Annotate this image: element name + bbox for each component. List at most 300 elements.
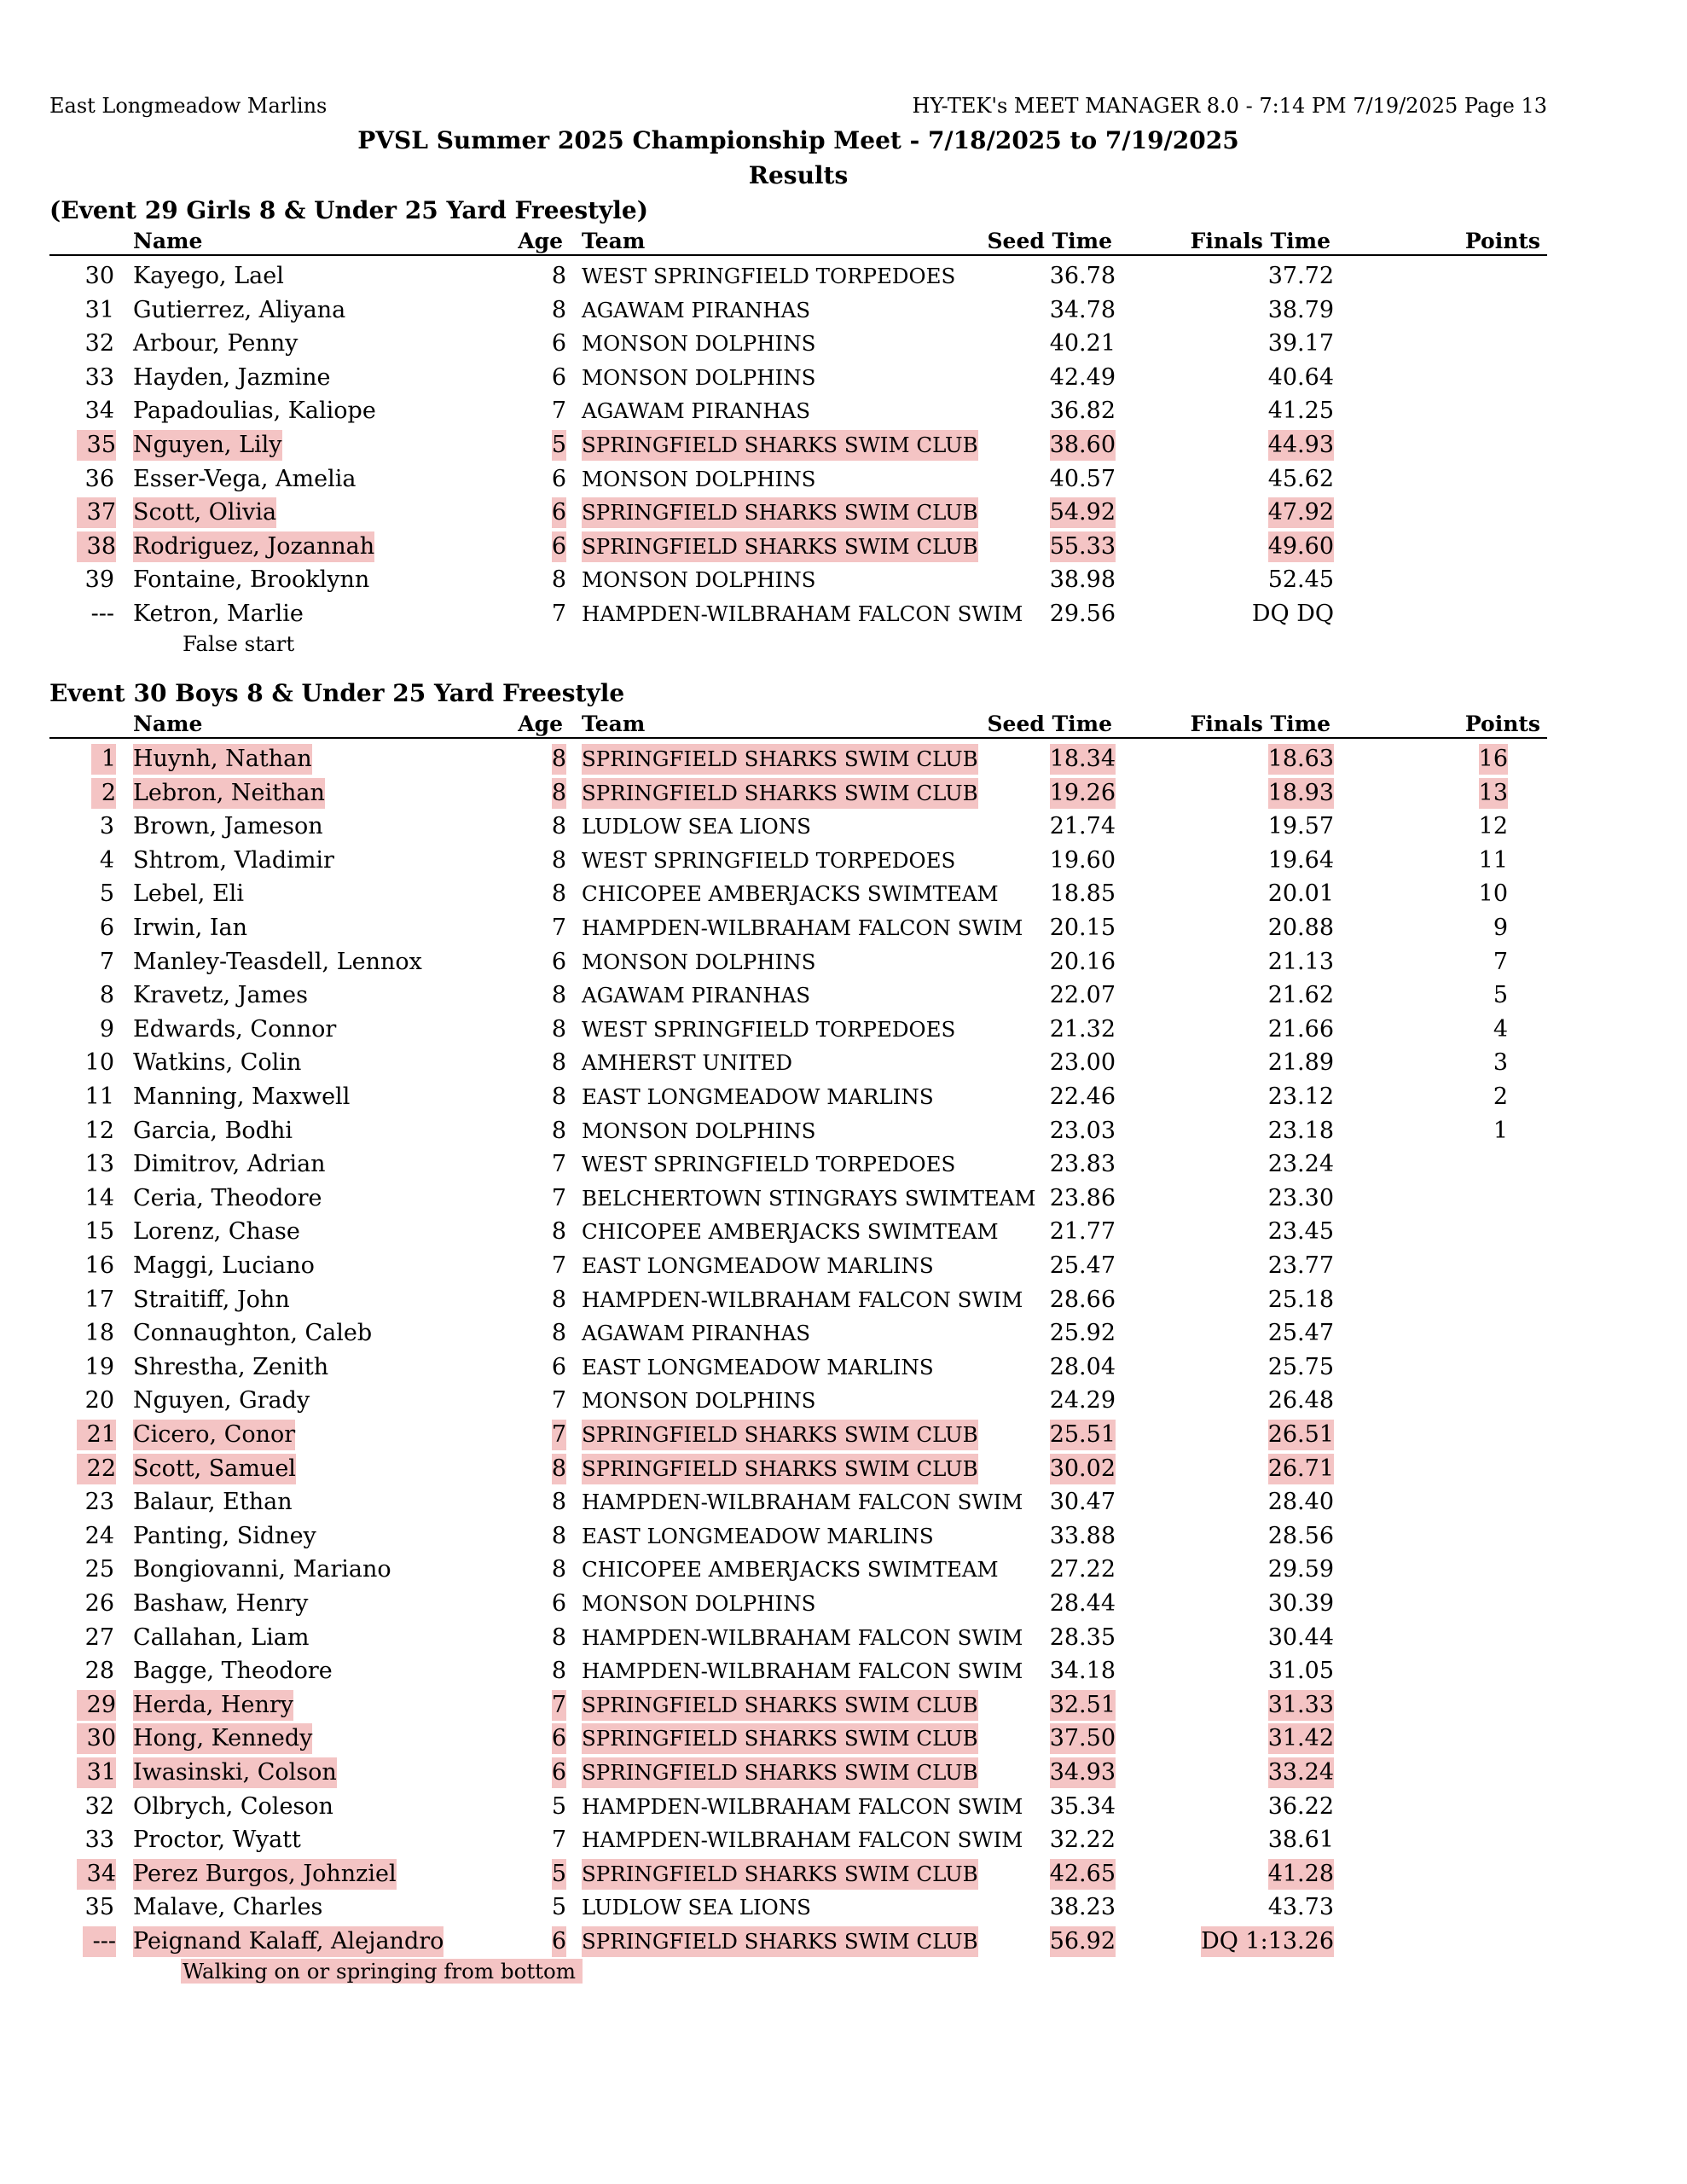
cell-finals: 23.24: [1267, 1151, 1334, 1178]
cell-age: 7: [551, 398, 566, 425]
cell-points: 10: [1478, 880, 1508, 908]
cell-name: Lorenz, Chase: [133, 1218, 300, 1246]
cell-age: 6: [552, 1723, 566, 1754]
col-name: Name: [133, 712, 203, 736]
cell-seed: 33.88: [1049, 1522, 1116, 1549]
cell-age: 8: [551, 566, 566, 594]
cell-age: 8: [551, 982, 566, 1009]
table-row: [0, 1554, 1687, 1589]
cell-finals: 23.12: [1267, 1083, 1334, 1110]
cell-seed: 27.22: [1049, 1556, 1116, 1583]
cell-name: Hayden, Jazmine: [133, 363, 331, 391]
cell-name: Herda, Henry: [133, 1690, 293, 1721]
table-row: [0, 565, 1687, 599]
cell-name: Dimitrov, Adrian: [133, 1151, 326, 1178]
table-row: [0, 1048, 1687, 1082]
cell-finals: 21.89: [1267, 1049, 1334, 1077]
cell-name: Scott, Samuel: [133, 1454, 296, 1484]
table-row: [0, 1183, 1687, 1217]
event-29-title: (Event 29 Girls 8 & Under 25 Yard Freestyle): [49, 196, 648, 224]
cell-seed: 54.92: [1050, 497, 1116, 528]
cell-place: 31: [84, 296, 114, 323]
cell-seed: 34.78: [1049, 296, 1116, 323]
cell-finals: 33.24: [1268, 1757, 1334, 1788]
cell-place: 35: [84, 1894, 114, 1921]
cell-age: 8: [551, 1083, 566, 1110]
cell-finals: 25.75: [1267, 1353, 1334, 1380]
event-29-column-headers: [49, 229, 1547, 256]
cell-seed: 32.51: [1050, 1690, 1116, 1721]
cell-seed: 21.77: [1049, 1218, 1116, 1246]
cell-name: Nguyen, Lily: [133, 430, 282, 461]
cell-age: 8: [551, 880, 566, 908]
cell-age: 8: [552, 744, 566, 775]
event-30-column-headers: [49, 712, 1547, 739]
table-row: [0, 1521, 1687, 1555]
cell-place: 19: [84, 1353, 114, 1380]
cell-seed: 23.03: [1049, 1117, 1116, 1144]
cell-name: Nguyen, Grady: [133, 1387, 310, 1414]
cell-place: 1: [91, 744, 116, 775]
cell-team: CHICOPEE AMBERJACKS SWIMTEAM: [582, 881, 999, 907]
cell-seed: 25.47: [1049, 1252, 1116, 1279]
cell-age: 8: [551, 813, 566, 840]
table-row: [0, 261, 1687, 295]
col-points: Points: [1464, 229, 1540, 253]
cell-place: ---: [83, 1926, 116, 1957]
cell-finals: 28.40: [1267, 1489, 1334, 1516]
col-seed: Seed Time: [987, 229, 1112, 253]
table-row: [0, 1859, 1687, 1893]
cell-finals: 41.25: [1267, 398, 1334, 425]
cell-team: SPRINGFIELD SHARKS SWIM CLUB: [582, 1454, 978, 1484]
cell-name: Bagge, Theodore: [133, 1658, 333, 1685]
cell-finals: 19.57: [1267, 813, 1334, 840]
cell-finals: 26.48: [1267, 1387, 1334, 1414]
cell-place: 38: [77, 531, 116, 562]
cell-age: 8: [551, 1623, 566, 1651]
table-row: [0, 811, 1687, 845]
cell-points: 11: [1478, 846, 1508, 874]
cell-finals: 23.45: [1267, 1218, 1334, 1246]
cell-team: HAMPDEN-WILBRAHAM FALCON SWIM: [582, 1658, 1023, 1684]
cell-finals: 40.64: [1267, 363, 1334, 391]
cell-name: Balaur, Ethan: [133, 1489, 293, 1516]
cell-seed: 28.04: [1049, 1353, 1116, 1380]
cell-team: MONSON DOLPHINS: [582, 331, 816, 357]
table-row: [0, 363, 1687, 397]
cell-seed: 34.93: [1050, 1757, 1116, 1788]
cell-team: HAMPDEN-WILBRAHAM FALCON SWIM: [582, 1490, 1023, 1515]
cell-team: MONSON DOLPHINS: [582, 364, 816, 390]
cell-age: 8: [551, 1117, 566, 1144]
cell-seed: 25.51: [1050, 1420, 1116, 1450]
cell-team: CHICOPEE AMBERJACKS SWIMTEAM: [582, 1557, 999, 1583]
cell-place: 29: [77, 1690, 116, 1721]
col-name: Name: [133, 229, 203, 253]
table-row: [0, 1623, 1687, 1657]
cell-points: 1: [1493, 1117, 1508, 1144]
cell-place: 35: [77, 430, 116, 461]
cell-points: 13: [1479, 778, 1508, 809]
cell-age: 7: [552, 1690, 566, 1721]
cell-place: 27: [84, 1623, 114, 1651]
cell-team: WEST SPRINGFIELD TORPEDOES: [582, 1152, 956, 1177]
cell-finals: 19.64: [1267, 846, 1334, 874]
cell-finals: 20.88: [1267, 915, 1334, 941]
cell-team: MONSON DOLPHINS: [582, 1118, 816, 1143]
cell-team: LUDLOW SEA LIONS: [582, 1895, 811, 1920]
cell-finals: 49.60: [1268, 531, 1334, 562]
cell-place: 5: [99, 880, 114, 908]
cell-name: Callahan, Liam: [133, 1623, 310, 1651]
cell-age: 6: [551, 330, 566, 357]
cell-finals: 41.28: [1268, 1859, 1334, 1890]
cell-team: MONSON DOLPHINS: [582, 466, 816, 491]
cell-place: 25: [84, 1556, 114, 1583]
cell-age: 7: [552, 1420, 566, 1450]
cell-age: 5: [551, 1894, 566, 1921]
cell-finals: 47.92: [1268, 497, 1334, 528]
cell-seed: 55.33: [1050, 531, 1116, 562]
cell-age: 8: [551, 846, 566, 874]
page-subtitle: Results: [748, 161, 849, 189]
dq-reason-note: Walking on or springing from bottom: [181, 1959, 583, 1984]
cell-seed: 21.32: [1049, 1015, 1116, 1043]
cell-name: Malave, Charles: [133, 1894, 323, 1921]
cell-team: MONSON DOLPHINS: [582, 1388, 816, 1414]
table-row: [0, 1656, 1687, 1690]
cell-points: 16: [1479, 744, 1508, 775]
cell-age: 8: [551, 1286, 566, 1313]
cell-finals: 18.63: [1268, 744, 1334, 775]
cell-seed: 19.60: [1049, 846, 1116, 874]
cell-age: 7: [551, 1387, 566, 1414]
cell-place: 2: [91, 778, 116, 809]
col-team: Team: [582, 712, 646, 736]
cell-team: EAST LONGMEADOW MARLINS: [582, 1523, 934, 1548]
cell-finals: 25.18: [1267, 1286, 1334, 1313]
cell-name: Ceria, Theodore: [133, 1184, 322, 1211]
cell-age: 8: [551, 1556, 566, 1583]
header-right: HY-TEK's MEET MANAGER 8.0 - 7:14 PM 7/19/2025 Page 13: [912, 94, 1547, 118]
cell-finals: 21.62: [1267, 982, 1334, 1009]
cell-finals: 20.01: [1267, 880, 1334, 908]
col-finals: Finals Time: [1190, 712, 1330, 736]
cell-age: 7: [551, 1184, 566, 1211]
cell-seed: 20.16: [1049, 948, 1116, 975]
table-row: [0, 980, 1687, 1014]
cell-seed: 28.66: [1049, 1286, 1116, 1313]
col-finals: Finals Time: [1190, 229, 1330, 253]
cell-finals: 26.71: [1268, 1454, 1334, 1484]
cell-finals: 28.56: [1267, 1522, 1334, 1549]
cell-seed: 21.74: [1049, 813, 1116, 840]
cell-name: Scott, Olivia: [133, 497, 276, 528]
cell-seed: 23.86: [1049, 1184, 1116, 1211]
cell-team: SPRINGFIELD SHARKS SWIM CLUB: [582, 1723, 978, 1754]
cell-team: MONSON DOLPHINS: [582, 567, 816, 593]
table-row: [0, 1352, 1687, 1386]
cell-age: 8: [552, 1454, 566, 1484]
cell-place: 16: [84, 1252, 114, 1279]
cell-seed: 23.00: [1049, 1049, 1116, 1077]
cell-team: MONSON DOLPHINS: [582, 949, 816, 974]
table-row: [0, 328, 1687, 363]
cell-team: SPRINGFIELD SHARKS SWIM CLUB: [582, 1420, 978, 1450]
cell-age: 6: [552, 1926, 566, 1957]
cell-finals: DQ 1:13.26: [1201, 1926, 1334, 1957]
cell-team: LUDLOW SEA LIONS: [582, 814, 811, 839]
cell-age: 7: [551, 915, 566, 941]
cell-seed: 38.23: [1049, 1894, 1116, 1921]
cell-finals: 23.30: [1267, 1184, 1334, 1211]
table-row: [0, 1454, 1687, 1488]
cell-name: Peignand Kalaff, Alejandro: [133, 1926, 443, 1957]
cell-seed: 18.85: [1049, 880, 1116, 908]
cell-name: Garcia, Bodhi: [133, 1117, 293, 1144]
table-row: [0, 913, 1687, 947]
cell-name: Kayego, Lael: [133, 263, 284, 289]
cell-finals: 45.62: [1267, 465, 1334, 492]
table-row: [0, 1487, 1687, 1521]
cell-finals: 36.22: [1267, 1792, 1334, 1820]
cell-seed: 35.34: [1049, 1792, 1116, 1820]
cell-name: Lebron, Neithan: [133, 778, 325, 809]
cell-place: 30: [77, 1723, 116, 1754]
cell-team: SPRINGFIELD SHARKS SWIM CLUB: [582, 1859, 978, 1890]
col-points: Points: [1464, 712, 1540, 736]
cell-finals: 29.59: [1267, 1556, 1334, 1583]
cell-seed: 40.57: [1049, 465, 1116, 492]
cell-team: SPRINGFIELD SHARKS SWIM CLUB: [582, 1757, 978, 1788]
cell-place: 39: [84, 566, 114, 594]
cell-team: EAST LONGMEADOW MARLINS: [582, 1354, 934, 1380]
cell-finals: 31.33: [1268, 1690, 1334, 1721]
cell-seed: 56.92: [1050, 1926, 1116, 1957]
cell-name: Huynh, Nathan: [133, 744, 312, 775]
cell-team: SPRINGFIELD SHARKS SWIM CLUB: [582, 497, 978, 528]
cell-finals: 52.45: [1267, 566, 1334, 594]
table-row: [0, 464, 1687, 498]
cell-age: 8: [551, 1218, 566, 1246]
cell-finals: 23.18: [1267, 1117, 1334, 1144]
cell-finals: 31.05: [1267, 1658, 1334, 1685]
cell-team: HAMPDEN-WILBRAHAM FALCON SWIM: [582, 1793, 1023, 1819]
cell-finals: 23.77: [1267, 1252, 1334, 1279]
cell-finals: 25.47: [1267, 1320, 1334, 1347]
cell-name: Bashaw, Henry: [133, 1590, 309, 1617]
cell-age: 6: [552, 531, 566, 562]
event-30-title: Event 30 Boys 8 & Under 25 Yard Freestyle: [49, 679, 625, 707]
cell-name: Esser-Vega, Amelia: [133, 465, 357, 492]
cell-age: 8: [551, 296, 566, 323]
cell-team: SPRINGFIELD SHARKS SWIM CLUB: [582, 430, 978, 461]
cell-points: 5: [1493, 982, 1508, 1009]
table-row: [0, 1251, 1687, 1285]
cell-name: Rodriguez, Jozannah: [133, 531, 374, 562]
table-row: [0, 879, 1687, 913]
cell-place: 15: [84, 1218, 114, 1246]
table-row: [0, 1116, 1687, 1150]
cell-age: 8: [551, 1489, 566, 1516]
cell-name: Brown, Jameson: [133, 813, 323, 840]
table-row: [0, 497, 1687, 531]
cell-place: 8: [99, 982, 114, 1009]
cell-place: 22: [77, 1454, 116, 1484]
cell-seed: 36.78: [1049, 263, 1116, 289]
table-row: [0, 1014, 1687, 1048]
table-row: [0, 947, 1687, 981]
cell-place: 37: [77, 497, 116, 528]
table-row: [0, 744, 1687, 778]
cell-age: 6: [551, 1353, 566, 1380]
dq-reason-note: False start: [183, 630, 295, 656]
cell-age: 5: [552, 430, 566, 461]
cell-team: SPRINGFIELD SHARKS SWIM CLUB: [582, 778, 978, 809]
cell-age: 7: [551, 1151, 566, 1178]
table-row: [0, 1825, 1687, 1859]
cell-place: 28: [84, 1658, 114, 1685]
cell-team: SPRINGFIELD SHARKS SWIM CLUB: [582, 744, 978, 775]
cell-age: 6: [551, 1590, 566, 1617]
cell-team: WEST SPRINGFIELD TORPEDOES: [582, 264, 956, 288]
cell-team: AGAWAM PIRANHAS: [582, 297, 811, 322]
cell-name: Perez Burgos, Johnziel: [133, 1859, 397, 1890]
cell-age: 8: [551, 1049, 566, 1077]
cell-finals: 43.73: [1267, 1894, 1334, 1921]
cell-place: 36: [84, 465, 114, 492]
cell-age: 8: [551, 1658, 566, 1685]
table-row: [0, 1792, 1687, 1826]
cell-name: Kravetz, James: [133, 982, 309, 1009]
cell-name: Gutierrez, Aliyana: [133, 296, 346, 323]
cell-seed: 24.29: [1049, 1387, 1116, 1414]
cell-name: Panting, Sidney: [133, 1522, 316, 1549]
cell-place: 20: [84, 1387, 114, 1414]
cell-place: 34: [84, 398, 114, 425]
cell-place: 23: [84, 1489, 114, 1516]
cell-finals: DQ DQ: [1251, 601, 1334, 627]
col-team: Team: [582, 229, 646, 253]
cell-place: 9: [99, 1015, 114, 1043]
cell-team: AGAWAM PIRANHAS: [582, 1321, 811, 1346]
cell-name: Proctor, Wyatt: [133, 1827, 301, 1854]
cell-name: Ketron, Marlie: [133, 601, 304, 627]
table-row: [0, 295, 1687, 329]
cell-finals: 31.42: [1268, 1723, 1334, 1754]
cell-place: 10: [84, 1049, 114, 1077]
cell-seed: 18.34: [1050, 744, 1116, 775]
cell-name: Maggi, Luciano: [133, 1252, 315, 1279]
table-row: [0, 1149, 1687, 1183]
cell-points: 12: [1478, 813, 1508, 840]
col-age: Age: [518, 229, 563, 253]
cell-name: Shtrom, Vladimir: [133, 846, 334, 874]
cell-place: 18: [84, 1320, 114, 1347]
cell-name: Olbrych, Coleson: [133, 1792, 333, 1820]
cell-age: 6: [551, 465, 566, 492]
cell-seed: 40.21: [1049, 330, 1116, 357]
cell-place: 7: [99, 948, 114, 975]
cell-team: HAMPDEN-WILBRAHAM FALCON SWIM: [582, 1287, 1023, 1312]
cell-name: Manning, Maxwell: [133, 1083, 351, 1110]
table-row: [0, 1892, 1687, 1926]
cell-seed: 42.65: [1050, 1859, 1116, 1890]
cell-team: WEST SPRINGFIELD TORPEDOES: [582, 1016, 956, 1042]
cell-seed: 30.02: [1050, 1454, 1116, 1484]
cell-finals: 30.44: [1267, 1623, 1334, 1651]
cell-team: SPRINGFIELD SHARKS SWIM CLUB: [582, 1690, 978, 1721]
cell-points: 9: [1493, 915, 1508, 941]
cell-place: 26: [84, 1590, 114, 1617]
cell-age: 7: [551, 601, 566, 627]
table-row: [0, 599, 1687, 633]
cell-points: 2: [1493, 1083, 1508, 1110]
cell-age: 8: [551, 1015, 566, 1043]
cell-seed: 42.49: [1049, 363, 1116, 391]
cell-points: 4: [1493, 1015, 1508, 1043]
cell-place: 21: [77, 1420, 116, 1450]
cell-name: Bongiovanni, Mariano: [133, 1556, 391, 1583]
cell-seed: 34.18: [1049, 1658, 1116, 1685]
cell-place: 13: [84, 1151, 114, 1178]
cell-age: 5: [552, 1859, 566, 1890]
cell-team: HAMPDEN-WILBRAHAM FALCON SWIM: [582, 1624, 1023, 1650]
cell-team: AGAWAM PIRANHAS: [582, 983, 811, 1008]
cell-place: 17: [84, 1286, 114, 1313]
table-row: [0, 430, 1687, 464]
cell-name: Connaughton, Caleb: [133, 1320, 373, 1347]
table-row: [0, 396, 1687, 430]
cell-age: 8: [552, 778, 566, 809]
cell-team: SPRINGFIELD SHARKS SWIM CLUB: [582, 531, 978, 562]
cell-team: HAMPDEN-WILBRAHAM FALCON SWIM: [582, 915, 1023, 940]
cell-age: 6: [551, 363, 566, 391]
cell-team: MONSON DOLPHINS: [582, 1591, 816, 1616]
cell-finals: 38.61: [1267, 1827, 1334, 1854]
cell-place: 24: [84, 1522, 114, 1549]
cell-place: 34: [77, 1859, 116, 1890]
cell-team: SPRINGFIELD SHARKS SWIM CLUB: [582, 1926, 978, 1957]
cell-name: Edwards, Connor: [133, 1015, 337, 1043]
cell-name: Hong, Kennedy: [133, 1723, 312, 1754]
table-row: [0, 1082, 1687, 1116]
cell-seed: 25.92: [1049, 1320, 1116, 1347]
cell-seed: 28.35: [1049, 1623, 1116, 1651]
cell-points: 7: [1493, 948, 1508, 975]
cell-finals: 39.17: [1267, 330, 1334, 357]
table-row: [0, 1420, 1687, 1454]
cell-seed: 23.83: [1049, 1151, 1116, 1178]
table-row: [0, 1285, 1687, 1319]
page-title: PVSL Summer 2025 Championship Meet - 7/18/2025 to 7/19/2025: [357, 126, 1239, 154]
cell-seed: 36.82: [1049, 398, 1116, 425]
cell-age: 8: [551, 1522, 566, 1549]
cell-name: Manley-Teasdell, Lennox: [133, 948, 422, 975]
table-row: [0, 1217, 1687, 1251]
cell-seed: 22.07: [1049, 982, 1116, 1009]
table-row: [0, 1926, 1687, 1960]
cell-name: Fontaine, Brooklynn: [133, 566, 370, 594]
cell-age: 6: [552, 497, 566, 528]
cell-place: 32: [84, 1792, 114, 1820]
cell-name: Iwasinski, Colson: [133, 1757, 337, 1788]
cell-team: AMHERST UNITED: [582, 1050, 793, 1076]
cell-finals: 18.93: [1268, 778, 1334, 809]
cell-place: 33: [84, 1827, 114, 1854]
cell-place: 12: [84, 1117, 114, 1144]
